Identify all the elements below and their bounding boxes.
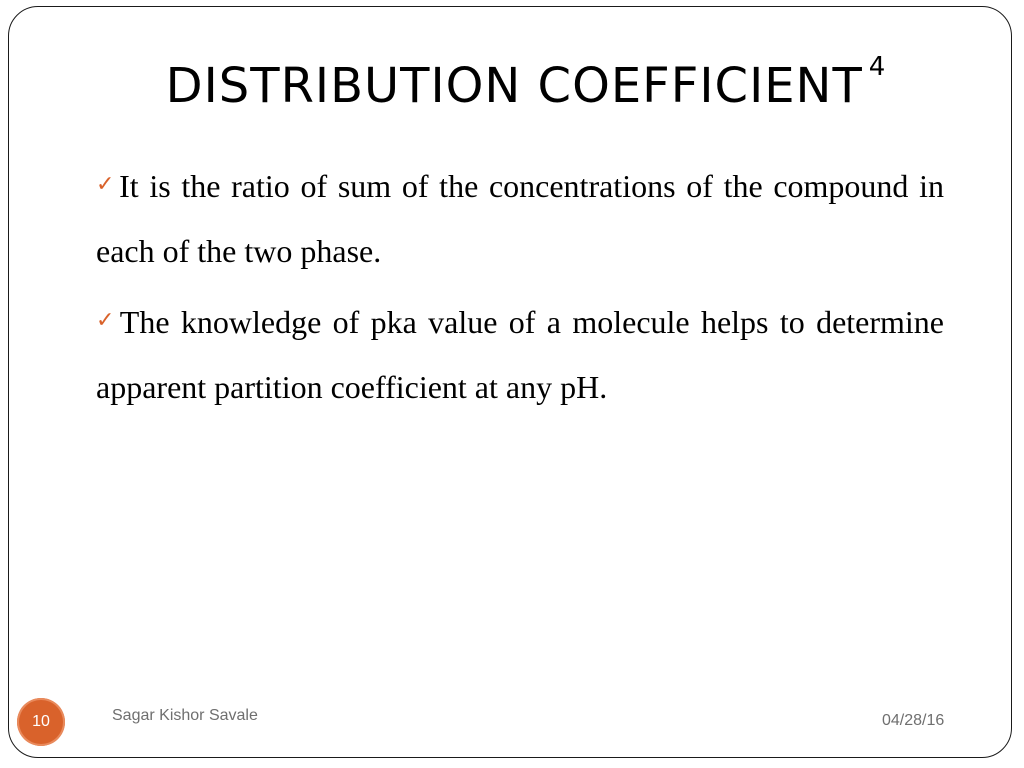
checkmark-icon: ✓ (96, 172, 118, 197)
slide-title-text: DISTRIBUTION COEFFICIENT (165, 58, 863, 114)
footer-author: Sagar Kishor Savale (112, 707, 258, 724)
slide-title-superscript: 4 (868, 52, 887, 82)
bullet-text: It is the ratio of sum of the concentrations of the compound in each of the two phase. (96, 168, 945, 269)
page-number-badge: 10 (17, 698, 65, 746)
bullet-text: The knowledge of pka value of a molecule helps to determine apparent partition coefficient at any pH. (96, 304, 945, 405)
slide-body (96, 152, 944, 424)
bullet-item (96, 288, 944, 420)
footer-date: 04/28/16 (882, 712, 945, 729)
bullet-item (96, 152, 944, 284)
slide-title (96, 52, 956, 114)
checkmark-icon: ✓ (96, 308, 118, 333)
